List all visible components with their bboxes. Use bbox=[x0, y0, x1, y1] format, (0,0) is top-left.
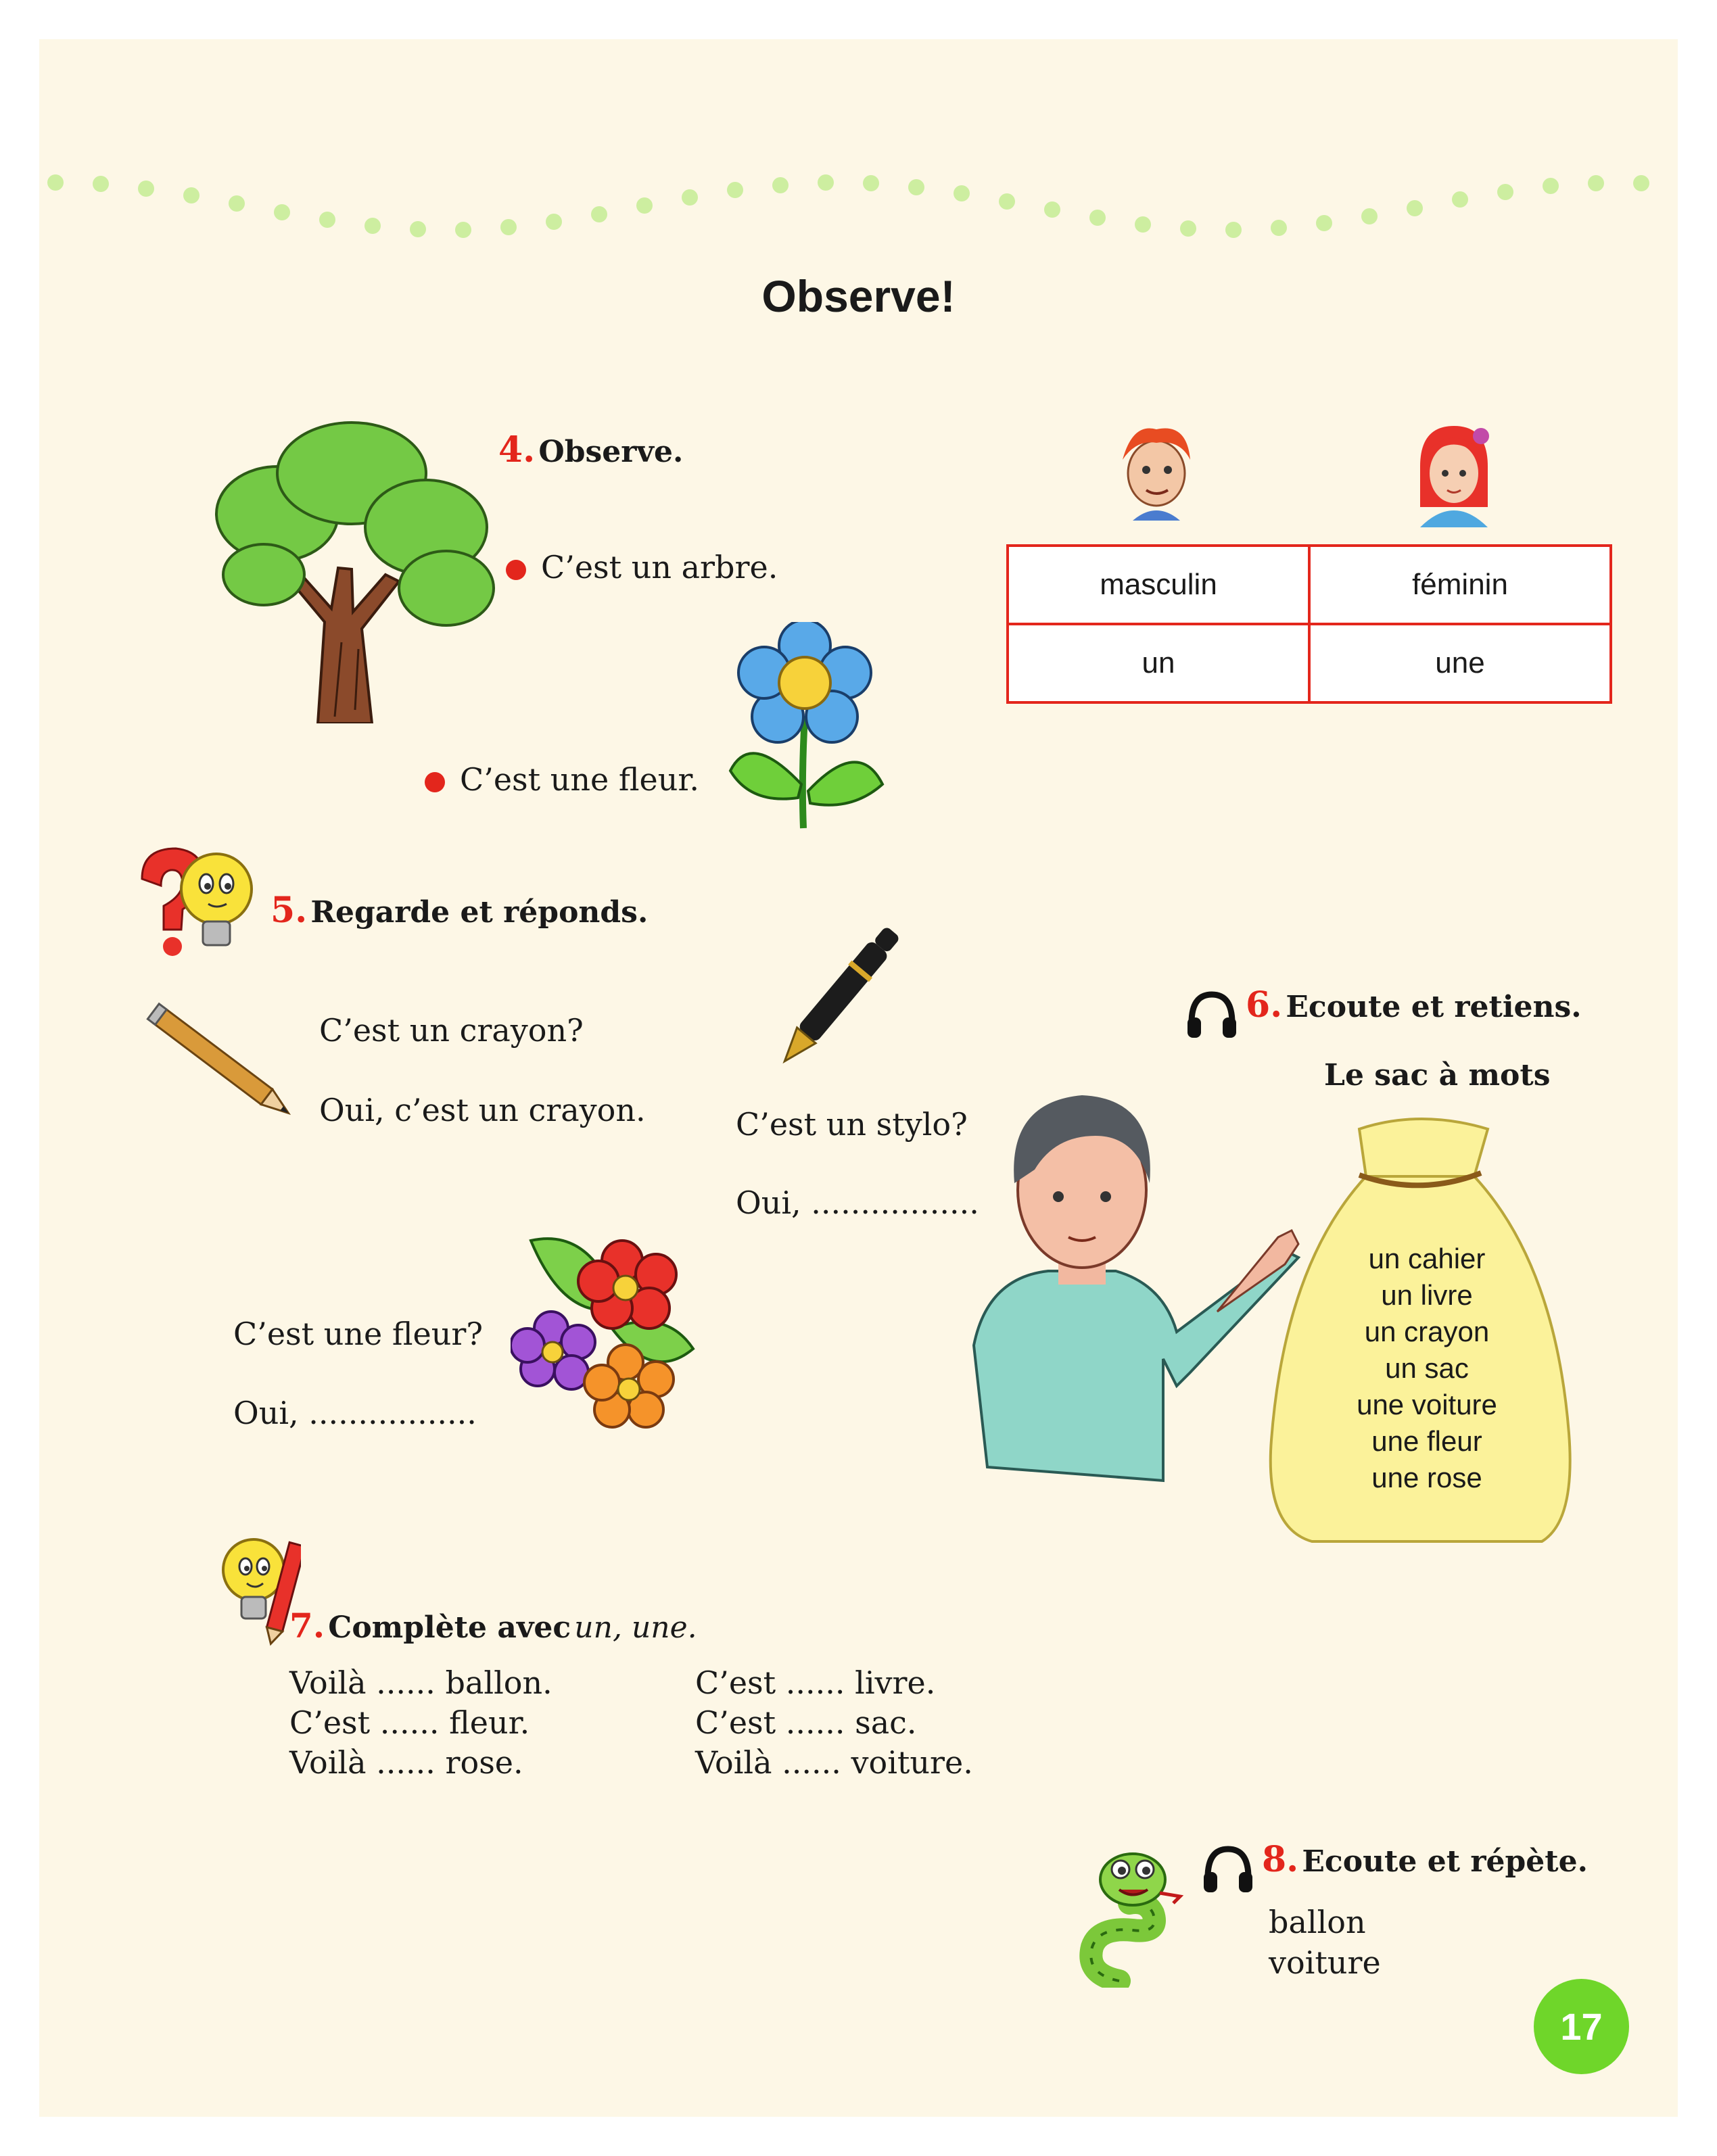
page-title: Observe! bbox=[761, 271, 956, 321]
gender-table bbox=[1006, 544, 1612, 704]
decorative-dot bbox=[591, 206, 607, 222]
decorative-dot bbox=[500, 219, 517, 235]
fill-in-sentence: C’est ...... sac. bbox=[695, 1704, 917, 1741]
list-item: voiture bbox=[1269, 1944, 1381, 1981]
ex6-heading bbox=[1185, 984, 1582, 1039]
tree-illustration bbox=[203, 419, 500, 723]
ex5-answer-3: Oui, ................. bbox=[233, 1395, 477, 1431]
decorative-dot bbox=[682, 189, 698, 206]
ex4-number: 4. bbox=[498, 429, 536, 471]
fountain-pen-illustration bbox=[764, 899, 933, 1075]
ex5-answer-1: Oui, c’est un crayon. bbox=[319, 1092, 646, 1128]
ex8-word-list bbox=[1269, 1902, 1381, 1983]
question-bulb-icon bbox=[128, 842, 257, 960]
red-bullet-icon bbox=[425, 772, 445, 792]
list-item: un livre bbox=[1381, 1279, 1473, 1311]
boy-illustration bbox=[960, 1088, 1305, 1487]
table-cell: un bbox=[1008, 624, 1309, 702]
decorative-dot bbox=[455, 222, 471, 238]
decorative-dot bbox=[1497, 184, 1513, 200]
table-cell: masculin bbox=[1008, 546, 1309, 624]
table-cell: féminin bbox=[1309, 546, 1611, 624]
page-number-badge bbox=[1534, 1979, 1629, 2074]
red-bullet-icon bbox=[506, 560, 526, 580]
ex7-left-column bbox=[289, 1663, 552, 1783]
ex7-heading bbox=[289, 1606, 697, 1646]
list-item: un crayon bbox=[1364, 1316, 1490, 1347]
page-number: 17 bbox=[1560, 2005, 1603, 2048]
decorative-dot bbox=[1543, 178, 1559, 194]
list-item: ballon bbox=[1269, 1904, 1366, 1940]
ex6-number: 6. bbox=[1246, 984, 1283, 1026]
decorative-dot bbox=[183, 187, 199, 203]
list-item: un sac bbox=[1385, 1352, 1469, 1384]
ex8-title: Ecoute et répète. bbox=[1302, 1844, 1588, 1879]
table-row bbox=[1008, 624, 1611, 702]
decorative-dot bbox=[908, 179, 924, 195]
decorative-dot bbox=[954, 185, 970, 201]
ex5-answer-2: Oui, ................. bbox=[736, 1184, 979, 1221]
ex5-heading bbox=[271, 890, 648, 931]
headphones-icon bbox=[1201, 1844, 1255, 1894]
decorative-dot bbox=[319, 212, 335, 228]
blue-flower-illustration bbox=[724, 622, 886, 832]
ex4-line-2 bbox=[425, 761, 699, 798]
fill-in-sentence: Voilà ...... ballon. bbox=[289, 1664, 552, 1701]
ex5-title: Regarde et réponds. bbox=[310, 895, 649, 930]
list-item: un cahier bbox=[1368, 1243, 1486, 1274]
flower-bouquet-illustration bbox=[511, 1227, 703, 1430]
decorative-dot bbox=[229, 195, 245, 212]
ex5-question-1: C’est un crayon? bbox=[319, 1012, 584, 1049]
ex7-number: 7. bbox=[289, 1606, 325, 1646]
ex4-line-1-text: C’est un arbre. bbox=[541, 549, 778, 585]
decorative-dot bbox=[1316, 215, 1332, 231]
table-cell: une bbox=[1309, 624, 1611, 702]
ex8-heading bbox=[1201, 1839, 1588, 1894]
decorative-dot bbox=[1633, 175, 1649, 191]
ex5-question-3: C’est une fleur? bbox=[233, 1316, 484, 1352]
decorative-dot bbox=[1361, 208, 1378, 224]
ex7-title-italic: un, une. bbox=[574, 1610, 697, 1645]
word-bag-list bbox=[1278, 1241, 1576, 1496]
fill-in-sentence: C’est ...... fleur. bbox=[289, 1704, 530, 1741]
ex8-number: 8. bbox=[1262, 1839, 1299, 1880]
decorative-dot bbox=[1407, 200, 1423, 216]
list-item: une voiture bbox=[1357, 1389, 1497, 1420]
decorative-dot bbox=[999, 193, 1015, 210]
fill-in-sentence: Voilà ...... rose. bbox=[289, 1744, 523, 1781]
table-header-row bbox=[1008, 546, 1611, 624]
list-item: une fleur bbox=[1371, 1425, 1482, 1457]
fill-in-sentence: C’est ...... livre. bbox=[695, 1664, 936, 1701]
pencil-bulb-icon bbox=[220, 1529, 301, 1648]
decorative-dot bbox=[364, 218, 381, 234]
ex6-title: Ecoute et retiens. bbox=[1286, 990, 1582, 1024]
ex4-heading bbox=[498, 429, 683, 471]
decorative-dot bbox=[274, 204, 290, 220]
decorative-dot bbox=[1588, 175, 1604, 191]
ex5-question-2: C’est un stylo? bbox=[736, 1106, 968, 1143]
ex7-title: Complète avec bbox=[328, 1610, 571, 1645]
ex5-number: 5. bbox=[271, 890, 308, 931]
boy-face-icon bbox=[1112, 419, 1200, 527]
ex4-title: Observe. bbox=[538, 435, 684, 469]
decorative-dot bbox=[546, 214, 562, 230]
ex4-line-1 bbox=[506, 549, 778, 585]
girl-face-icon bbox=[1410, 419, 1498, 527]
decorative-dot bbox=[410, 221, 426, 237]
fill-in-sentence: Voilà ...... voiture. bbox=[695, 1744, 973, 1781]
ex7-right-column bbox=[695, 1663, 973, 1783]
snake-icon bbox=[1079, 1846, 1194, 1988]
decorative-dot bbox=[818, 174, 834, 191]
headphones-icon bbox=[1185, 989, 1239, 1039]
decorative-dot bbox=[772, 177, 789, 193]
decorative-dot bbox=[1452, 191, 1468, 208]
pencil-illustration bbox=[135, 997, 311, 1132]
ex4-line-2-text: C’est une fleur. bbox=[460, 761, 699, 798]
decorative-dot bbox=[727, 182, 743, 198]
word-bag-title: Le sac à mots bbox=[1324, 1058, 1551, 1093]
decorative-dot bbox=[1135, 216, 1151, 233]
decorative-dot bbox=[1225, 222, 1242, 238]
decorative-dot bbox=[138, 181, 154, 197]
decorative-dot bbox=[47, 174, 64, 191]
decorative-dot bbox=[1271, 220, 1287, 236]
list-item: une rose bbox=[1371, 1462, 1482, 1493]
